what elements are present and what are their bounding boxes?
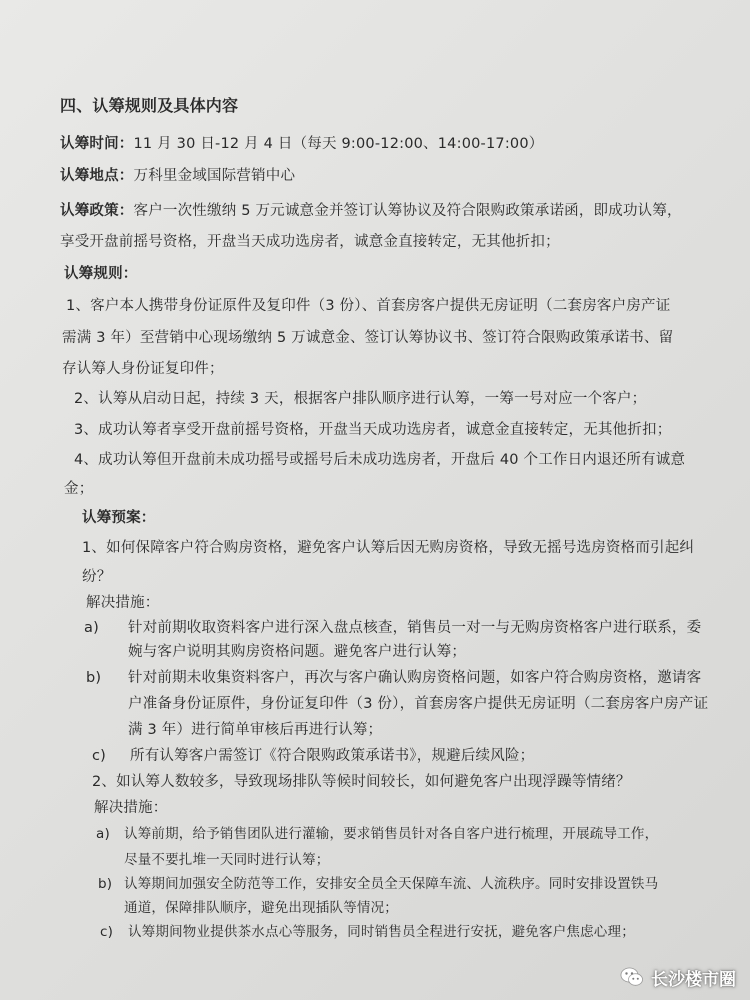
- item-1b-line-3: 满 3 年）进行简单审核后再进行认筹；: [128, 722, 383, 738]
- rule-4-line-2: 金；: [64, 481, 94, 497]
- subscription-place: [60, 166, 295, 186]
- rules-heading: 认筹规则：: [64, 266, 138, 282]
- item-1c-line-1: 所有认筹客户需签订《符合限购政策承诺书》，规避后续风险；: [130, 748, 535, 764]
- item-1a-marker: a): [84, 620, 99, 636]
- solution-heading-2: 解决措施：: [94, 800, 168, 816]
- item-2b-marker: b): [98, 876, 113, 892]
- item-1b-line-2: 户准备身份证原件，身份证复印件（3 份），首套房客户提供无房证明（二套房客户房产证: [128, 696, 709, 712]
- item-1c-marker: c): [92, 748, 107, 764]
- rule-1-line-3: 存认筹人身份证复印件；: [62, 361, 224, 377]
- rule-2: 2、认筹从启动日起，持续 3 天，根据客户排队顺序进行认筹，一筹一号对应一个客户；: [74, 391, 647, 407]
- item-2a-line-1: 认筹前期，给予销售团队进行灌输，要求销售员针对各自客户进行梳理，开展疏导工作，: [124, 826, 659, 842]
- item-2c-marker: c): [100, 924, 114, 940]
- section-title: 四、认筹规则及具体内容: [60, 96, 239, 115]
- rule-1-line-1: 1、客户本人携带身份证原件及复印件（3 份）、首套房客户提供无房证明（二套房客户房产证: [66, 298, 671, 314]
- time-value: 11 月 30 日-12 月 4 日（每天 9:00-12:00、14:00-17:00）: [133, 136, 544, 152]
- rule-4-line-1: 4、成功认筹但开盘前未成功摇号或摇号后未成功选房者，开盘后 40 个工作日内退还所有诚意: [74, 452, 686, 468]
- item-2b-line-2: 通道，保障排队顺序，避免出现插队等情况；: [124, 900, 398, 916]
- watermark-text: 长沙楼市圈: [651, 969, 736, 990]
- question-1-line-1: 1、如何保障客户符合购房资格，避免客户认筹后因无购房资格，导致无摇号选房资格而引起纠: [82, 540, 695, 556]
- subscription-time: [60, 134, 543, 154]
- question-2-line-1: 2、如认筹人数较多，导致现场排队等候时间较长，如何避免客户出现浮躁等情绪？: [92, 774, 631, 790]
- item-2a-marker: a): [96, 826, 110, 842]
- time-label: 认筹时间：: [60, 136, 134, 152]
- policy-line-2: 享受开盘前摇号资格，开盘当天成功选房者，诚意金直接转定，无其他折扣；: [60, 234, 560, 250]
- item-1a-line-1: 针对前期收取资料客户进行深入盘点核查，销售员一对一与无购房资格客户进行联系，委: [128, 620, 702, 636]
- place-value: 万科里金域国际营销中心: [133, 168, 296, 184]
- rule-3: 3、成功认筹者享受开盘前摇号资格，开盘当天成功选房者，诚意金直接转定，无其他折扣；: [74, 422, 672, 438]
- item-2b-line-1: 认筹期间加强安全防范等工作，安排安全员全天保障车流、人流秩序。同时安排设置铁马: [124, 876, 659, 892]
- plan-heading: 认筹预案：: [82, 510, 156, 526]
- item-1b-marker: b): [86, 670, 102, 686]
- solution-heading-1: 解决措施：: [86, 595, 160, 611]
- item-2c-line-1: 认筹期间物业提供茶水点心等服务，同时销售员全程进行安抚，避免客户焦虑心理；: [128, 924, 635, 940]
- item-2a-line-2: 尽量不要扎堆一天同时进行认筹；: [124, 852, 330, 868]
- item-1a-line-2: 婉与客户说明其购房资格问题。避免客户进行认筹；: [128, 644, 467, 660]
- place-label: 认筹地点：: [60, 168, 134, 184]
- subscription-policy: [60, 201, 682, 221]
- wechat-icon: [619, 964, 645, 990]
- watermark: [619, 964, 736, 990]
- policy-label: 认筹政策：: [60, 203, 134, 219]
- policy-line-1: 客户一次性缴纳 5 万元诚意金并签订认筹协议及符合限购政策承诺函，即成功认筹，: [133, 203, 682, 219]
- rule-1-line-2: 需满 3 年）至营销中心现场缴纳 5 万诚意金、签订认筹协议书、签订符合限购政策承诺书、留: [62, 330, 674, 346]
- question-1-line-2: 纷？: [82, 569, 112, 585]
- item-1b-line-1: 针对前期未收集资料客户，再次与客户确认购房资格问题，如客户符合购房资格，邀请客: [128, 670, 702, 686]
